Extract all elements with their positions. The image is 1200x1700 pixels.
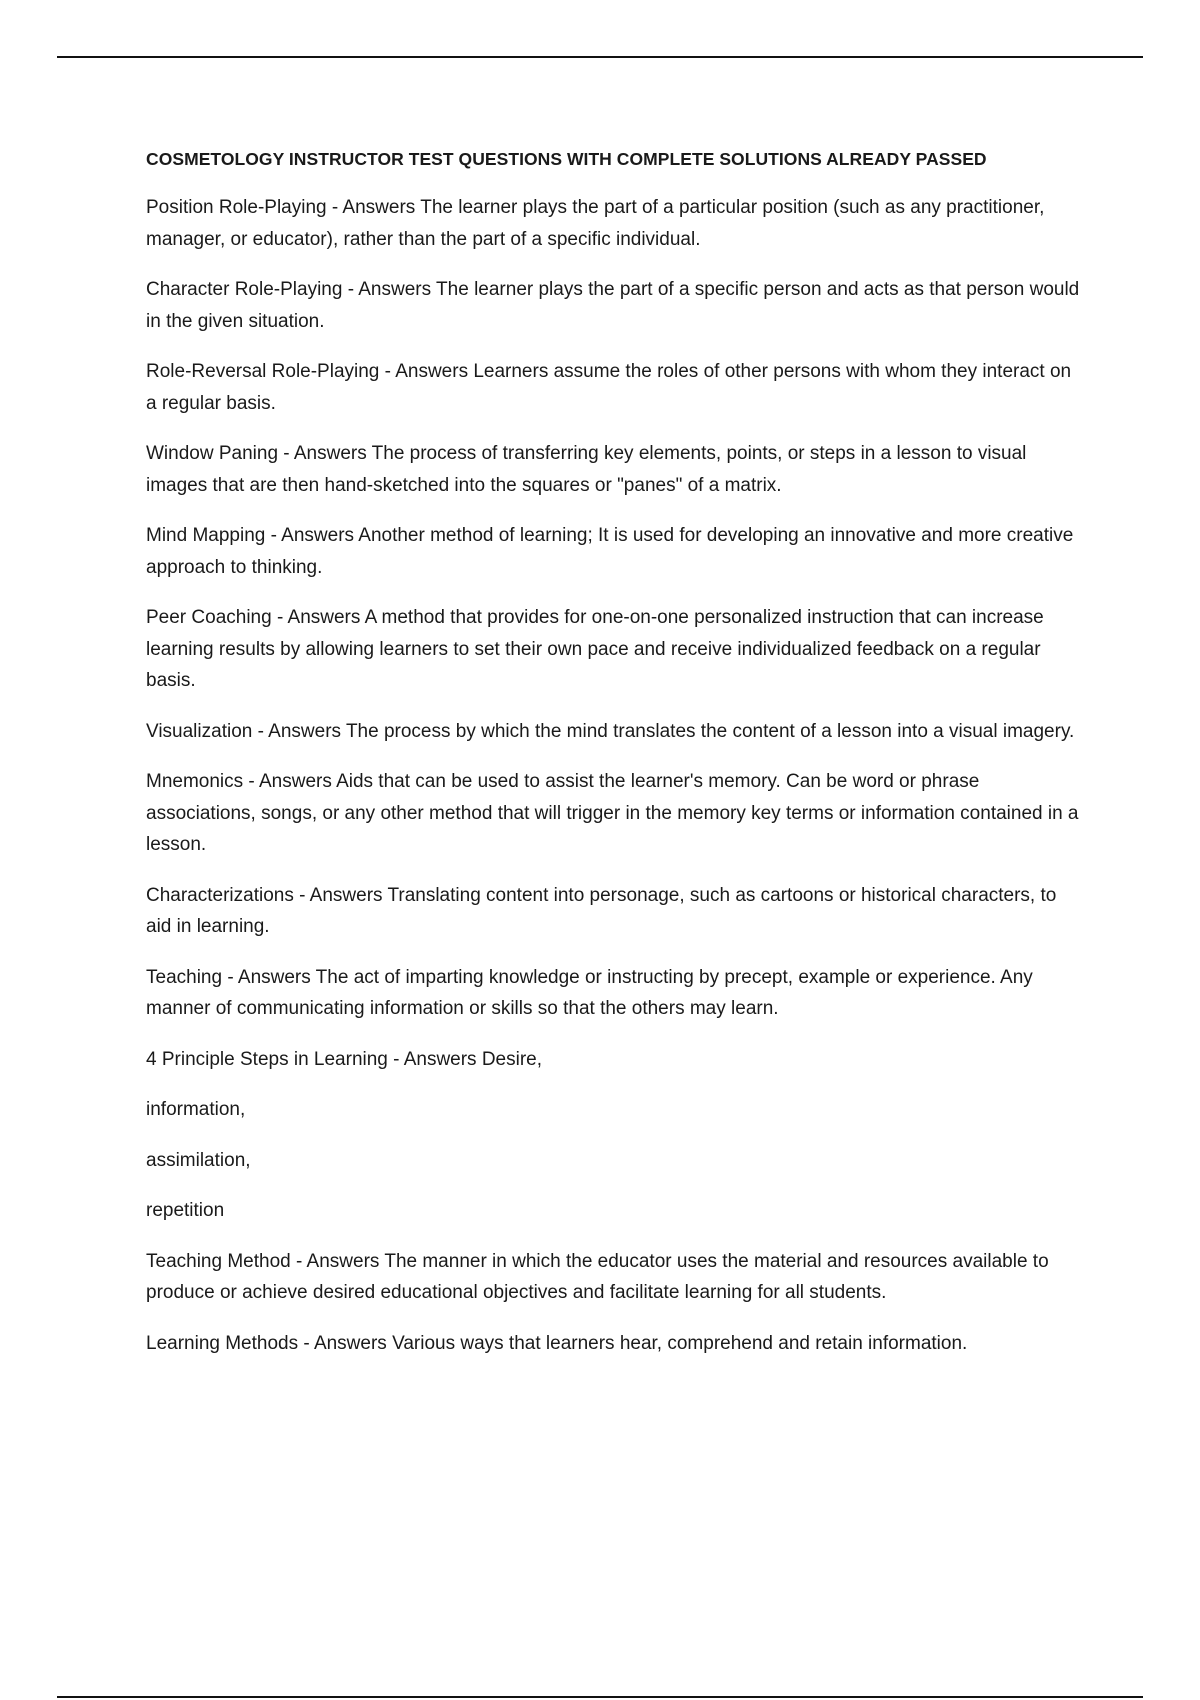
entry-assimilation: assimilation,: [146, 1149, 251, 1171]
entry-role-reversal-role-playing: Role-Reversal Role-Playing - Answers Learners assume the roles of other persons with whom they interact on a regular basis.: [146, 361, 1072, 414]
entry-visualization: Visualization - Answers The process by which the mind translates the content of a lesson into a visual imagery.: [146, 720, 1075, 742]
entry-mind-mapping: Mind Mapping - Answers Another method of learning; It is used for developing an innovative and more creative approach to thinking.: [146, 525, 1074, 578]
entry-characterizations: Characterizations - Answers Translating content into personage, such as cartoons or historical characters, to aid in learning.: [146, 884, 1057, 937]
entry-peer-coaching: Peer Coaching - Answers A method that provides for one-on-one personalized instruction that can increase learning results by allowing learners to set their own pace and receive individualized feedback on a regular basis.: [146, 607, 1044, 691]
entry-mnemonics: Mnemonics - Answers Aids that can be used to assist the learner's memory. Can be word or phrase associations, songs, or any other method that will trigger in the memory key terms or information contained in a lesson.: [146, 771, 1079, 855]
entry-teaching-method: Teaching Method - Answers The manner in which the educator uses the material and resources available to produce or achieve desired educational objectives and facilitate learning for all students.: [146, 1250, 1049, 1303]
entry-teaching: Teaching - Answers The act of imparting knowledge or instructing by precept, example or experience. Any manner of communicating information or skills so that the others may learn.: [146, 966, 1033, 1019]
document-body: [146, 146, 1086, 1378]
document-title: COSMETOLOGY INSTRUCTOR TEST QUESTIONS WITH COMPLETE SOLUTIONS ALREADY PASSED: [146, 149, 987, 169]
entry-learning-methods: Learning Methods - Answers Various ways that learners hear, comprehend and retain information.: [146, 1332, 968, 1354]
entry-information: information,: [146, 1099, 246, 1120]
entry-position-role-playing: Position Role-Playing - Answers The learner plays the part of a particular position (such as any practitioner, manager, or educator), rather than the part of a specific individual.: [146, 197, 1045, 250]
entry-window-paning: Window Paning - Answers The process of transferring key elements, points, or steps in a lesson to visual images that are then hand-sketched into the squares or "panes" of a matrix.: [146, 443, 1027, 496]
top-divider: [57, 56, 1143, 58]
entry-principle-steps: 4 Principle Steps in Learning - Answers Desire,: [146, 1048, 543, 1070]
entry-repetition: repetition: [146, 1200, 225, 1221]
entry-character-role-playing: Character Role-Playing - Answers The learner plays the part of a specific person and acts as that person would in the given situation.: [146, 279, 1080, 332]
bottom-divider: [57, 1696, 1143, 1698]
